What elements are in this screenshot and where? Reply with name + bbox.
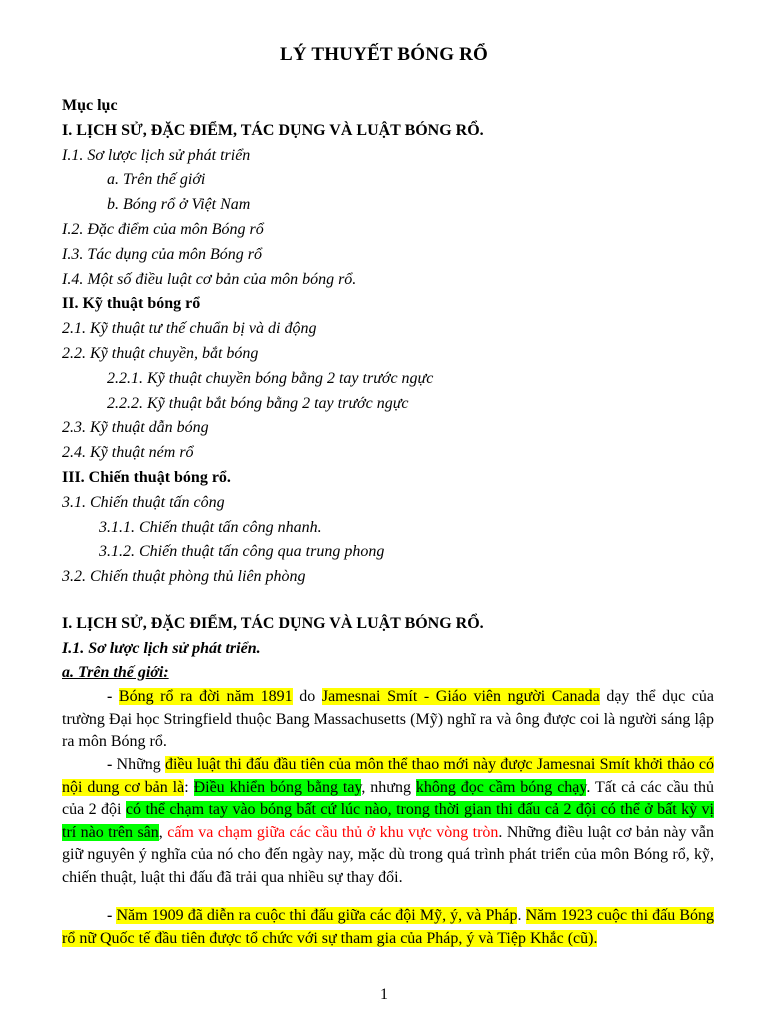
highlighted-text: Jamesnai Smít - Giáo viên người Canada bbox=[321, 688, 600, 705]
body-text: , bbox=[158, 823, 168, 841]
body-text: do bbox=[292, 688, 322, 705]
toc-item-1-4: I.4. Một số điều luật cơ bản của môn bóng rổ. bbox=[62, 270, 357, 288]
toc-item-chapter-3: III. Chiến thuật bóng rổ. bbox=[62, 468, 231, 486]
toc-item-1-3: I.3. Tác dụng của môn Bóng rổ bbox=[62, 245, 262, 263]
toc-item-3-2: 3.2. Chiến thuật phòng thủ liên phòng bbox=[62, 568, 306, 586]
toc-item-1-2: I.2. Đặc điểm của môn Bóng rổ bbox=[62, 220, 264, 238]
paragraph-1 bbox=[62, 686, 714, 754]
green-highlighted-text: không đọc cầm bóng chạy bbox=[415, 778, 587, 796]
body-text: Những bbox=[116, 756, 165, 773]
highlighted-text: Năm 1909 đã diễn ra cuộc thi đấu giữa các đội Mỹ, ý, và Pháp bbox=[116, 907, 518, 924]
toc-item-2-2: 2.2. Kỹ thuật chuyền, bắt bóng bbox=[62, 344, 259, 362]
paragraph-2 bbox=[62, 754, 714, 889]
body-text: , nhưng bbox=[361, 778, 416, 796]
table-of-contents bbox=[62, 94, 722, 590]
green-highlighted-text: có thể chạm tay vào bóng bất cứ lúc nào, trong thời gian thi đấu cả 2 đội có thể ở bất kỳ vị trí nào trên sân bbox=[62, 801, 714, 841]
toc-item-chapter-1: I. LỊCH SỬ, ĐẶC ĐIỂM, TÁC DỤNG VÀ LUẬT BÓNG RỔ. bbox=[62, 121, 484, 139]
toc-heading: Mục lục bbox=[62, 97, 118, 114]
document-title: LÝ THUYẾT BÓNG RỔ bbox=[279, 44, 489, 65]
page-number: 1 bbox=[380, 986, 388, 1003]
red-text: cấm va chạm giữa các cầu thủ ở khu vực vòng tròn bbox=[167, 823, 499, 841]
highlighted-text: Bóng rổ ra đời năm 1891 bbox=[118, 688, 293, 705]
bullet-dash: - bbox=[107, 688, 119, 705]
bullet-dash: - bbox=[107, 907, 117, 924]
bullet-dash: - bbox=[107, 756, 117, 773]
toc-item-2-2-2: 2.2.2. Kỹ thuật bắt bóng bằng 2 tay trước ngực bbox=[107, 394, 409, 412]
body-text: . Tất cả các cầu thủ của 2 đội bbox=[62, 778, 715, 818]
section-headings bbox=[62, 612, 714, 686]
section-heading: I. LỊCH SỬ, ĐẶC ĐIỂM, TÁC DỤNG VÀ LUẬT BÓNG RỔ. bbox=[62, 615, 484, 632]
section-subheading: I.1. Sơ lược lịch sử phát triển. bbox=[62, 639, 261, 657]
section-subsubheading: a. Trên thế giới: bbox=[62, 664, 169, 682]
toc-item-3-1-1: 3.1.1. Chiến thuật tấn công nhanh. bbox=[99, 518, 322, 536]
highlighted-text: Năm 1923 cuộc thi đấu Bóng rổ nữ Quốc tế đầu tiên được tổ chức với sự tham gia của Pháp, ý và Tiệp Khắc (cũ). bbox=[62, 907, 715, 947]
toc-item-1-1-b: b. Bóng rổ ở Việt Nam bbox=[107, 196, 251, 214]
toc-item-chapter-2: II. Kỹ thuật bóng rổ bbox=[62, 295, 201, 313]
body-text: . Những điều luật cơ bản này vẫn giữ nguyên ý nghĩa của nó cho đến ngày nay, mặc dù trong quá trình phát triển của môn Bóng rổ, kỹ, chiến thuật, luật thi đấu đã trải qua nhiều sự thay đổi. bbox=[62, 823, 714, 886]
body-text: . bbox=[517, 907, 526, 924]
toc-item-2-3: 2.3. Kỹ thuật dẫn bóng bbox=[62, 419, 209, 437]
toc-item-3-1: 3.1. Chiến thuật tấn công bbox=[62, 493, 225, 511]
toc-item-2-4: 2.4. Kỹ thuật ném rổ bbox=[62, 444, 194, 462]
green-highlighted-text: Điều khiển bóng bằng tay bbox=[193, 778, 362, 796]
body-text: dạy thể dục của trường Đại học Stringfield thuộc Bang Massachusetts (Mỹ) nghĩ ra và ông được coi là người sáng lập ra môn Bóng rổ. bbox=[62, 688, 714, 750]
toc-item-3-1-2: 3.1.2. Chiến thuật tấn công qua trung phong bbox=[99, 543, 385, 561]
toc-item-2-2-1: 2.2.1. Kỹ thuật chuyền bóng bằng 2 tay trước ngực bbox=[107, 369, 434, 387]
highlighted-text: điều luật thi đấu đầu tiên của môn thể thao mới này được Jamesnai Smít khởi thảo có nội dung cơ bản là bbox=[62, 756, 714, 796]
toc-item-1-1-a: a. Trên thế giới bbox=[107, 171, 206, 189]
toc-item-2-1: 2.1. Kỹ thuật tư thế chuẩn bị và di động bbox=[62, 320, 317, 338]
paragraph-3 bbox=[62, 905, 714, 950]
body-text: : bbox=[184, 778, 194, 796]
toc-item-1-1: I.1. Sơ lược lịch sử phát triển bbox=[62, 146, 251, 164]
